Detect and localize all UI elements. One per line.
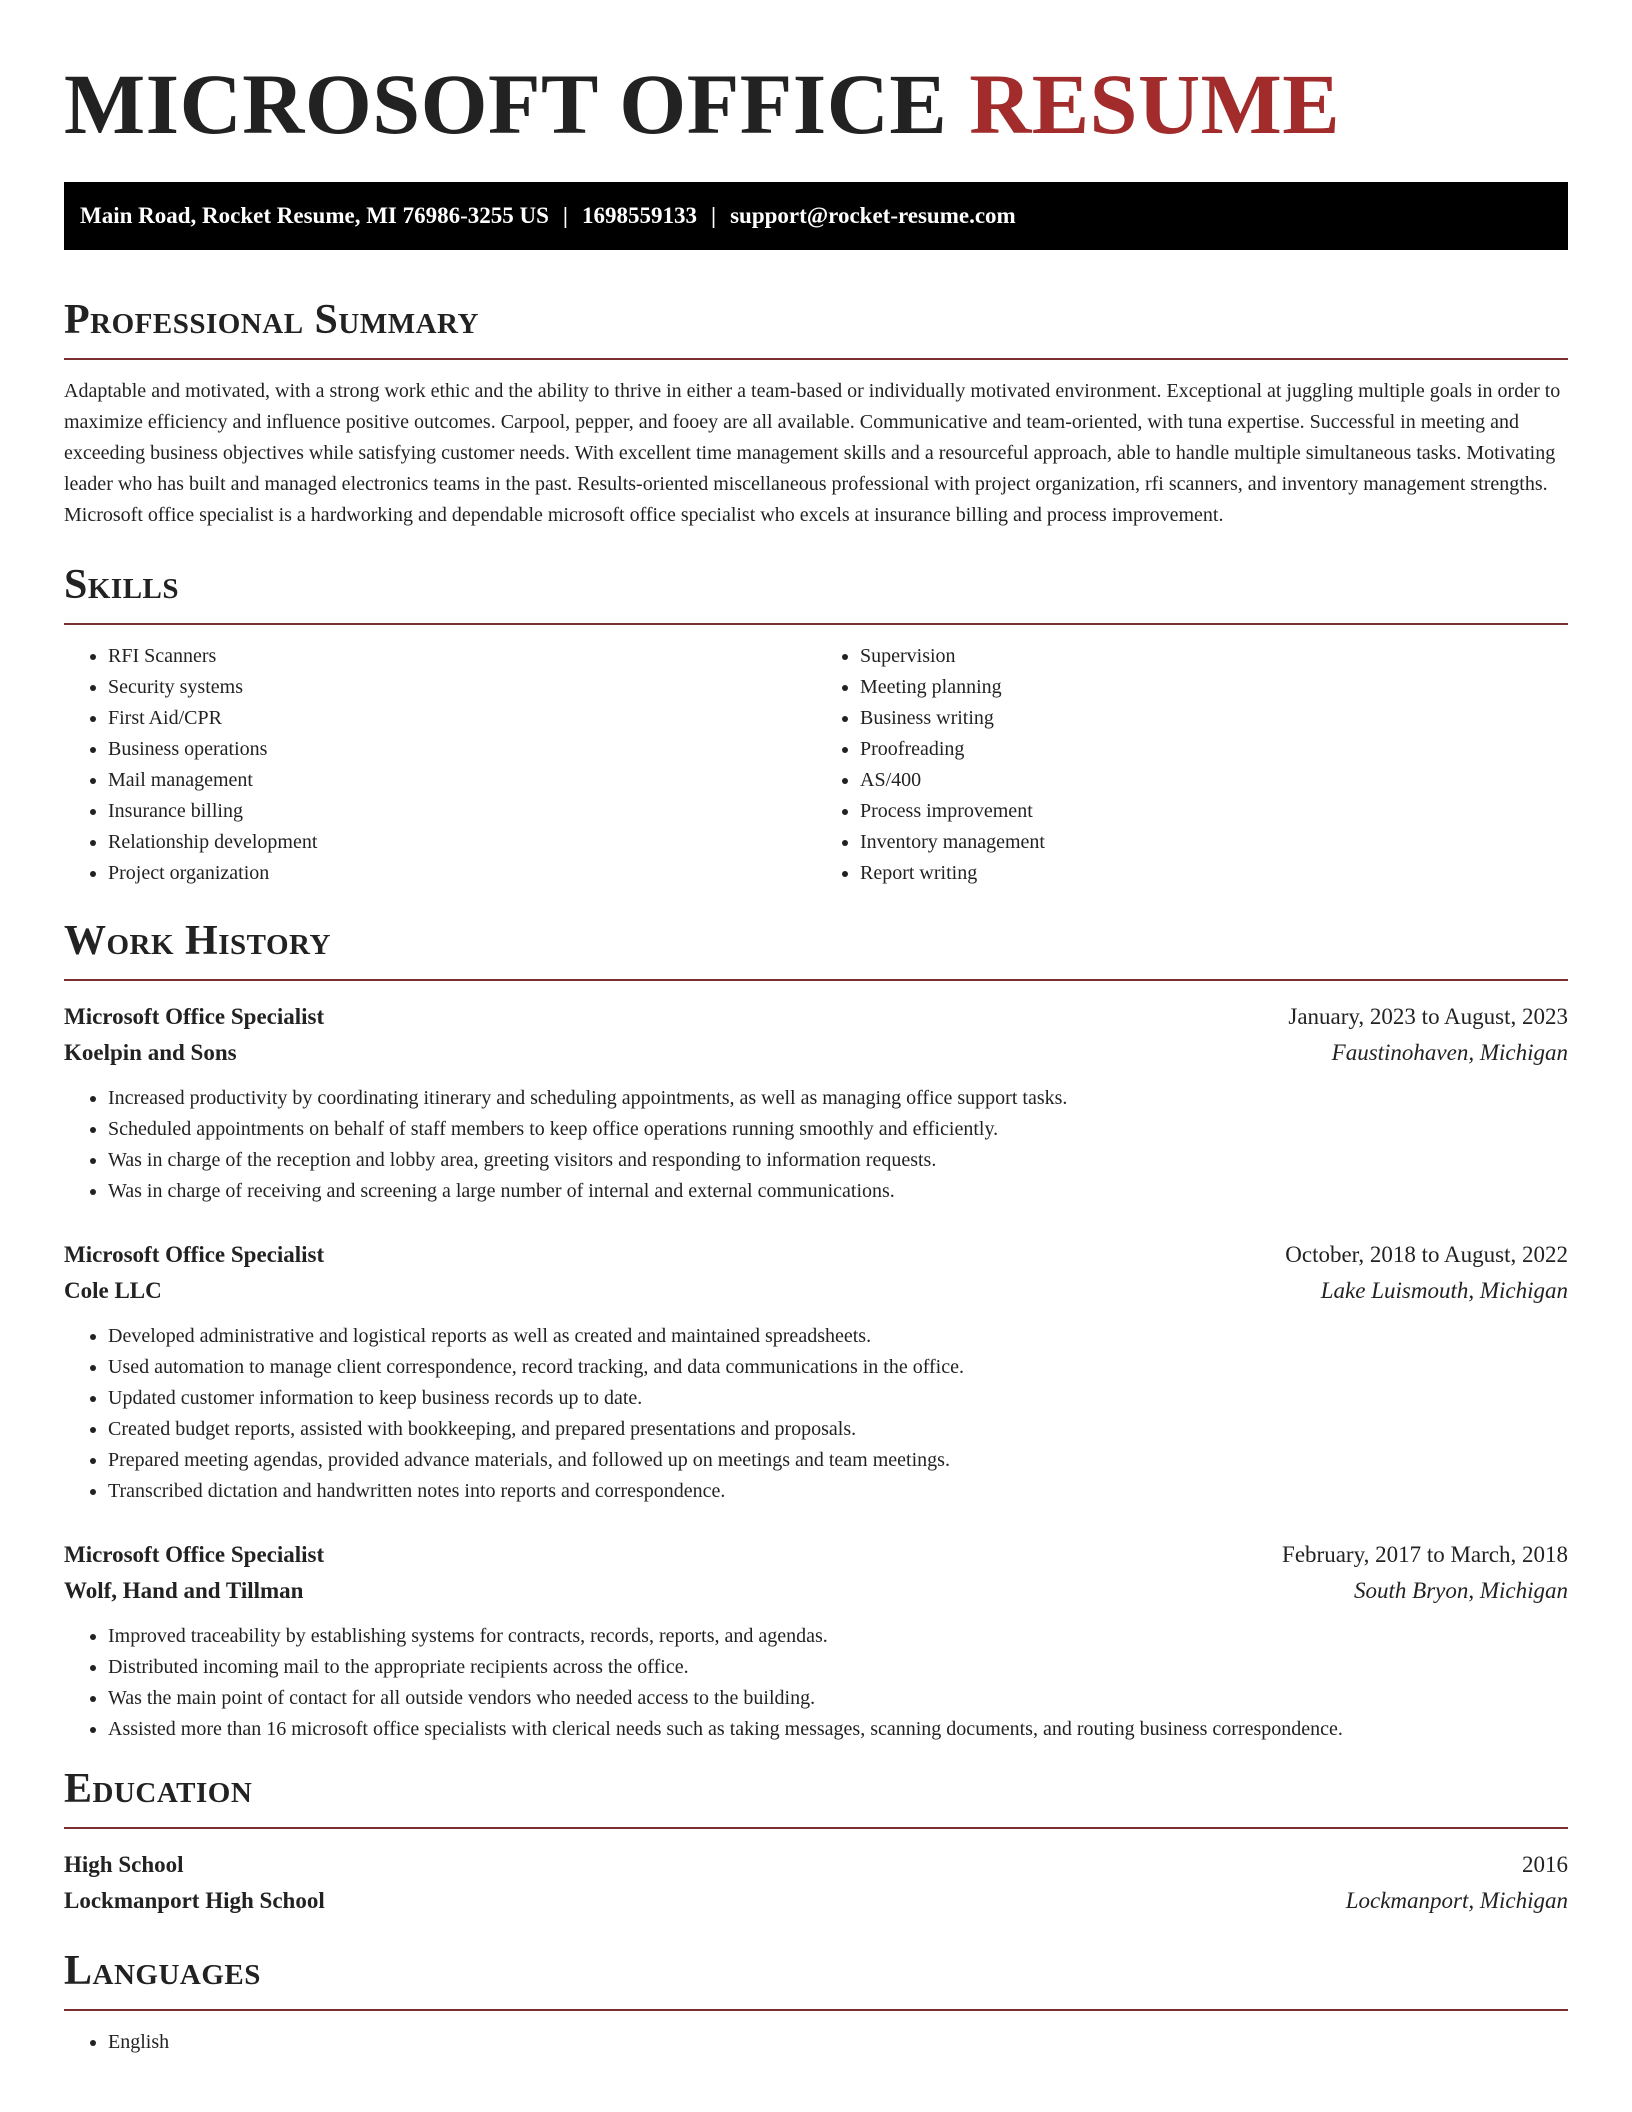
job-dates: January, 2023 to August, 2023	[1288, 1004, 1568, 1029]
skills-column-right	[816, 641, 1568, 889]
contact-phone: 1698559133	[582, 203, 697, 228]
section-divider	[64, 358, 1568, 360]
skill-item: • RFI Scanners	[108, 641, 816, 672]
work-history-section	[64, 917, 1568, 1745]
job-bullet: • Distributed incoming mail to the appropriate recipients across the office.	[108, 1652, 1568, 1683]
skill-item: • AS/400	[860, 765, 1568, 796]
summary-heading: Professional Summary	[64, 297, 479, 343]
job-header-row	[64, 1237, 1568, 1273]
education-year: 2016	[1522, 1852, 1568, 1877]
job-bullet: • Transcribed dictation and handwritten notes into reports and correspondence.	[108, 1476, 1568, 1507]
job-company: Wolf, Hand and Tillman	[64, 1578, 304, 1603]
skills-section	[64, 561, 1568, 889]
job-bullet: • Was in charge of the reception and lobby area, greeting visitors and responding to information requests.	[108, 1145, 1568, 1176]
skill-item: • Mail management	[108, 765, 816, 796]
languages-section	[64, 1947, 1568, 2058]
job-bullet: • Improved traceability by establishing systems for contracts, records, reports, and agendas.	[108, 1621, 1568, 1652]
skill-item: • Insurance billing	[108, 796, 816, 827]
job-bullets	[64, 1321, 1568, 1507]
language-item: • English	[108, 2027, 1568, 2058]
education-degree: High School	[64, 1852, 184, 1877]
job-dates: February, 2017 to March, 2018	[1282, 1542, 1568, 1567]
job-entry	[64, 999, 1568, 1207]
job-bullets	[64, 1083, 1568, 1207]
job-bullet: • Was the main point of contact for all outside vendors who needed access to the building.	[108, 1683, 1568, 1714]
skill-item: • Relationship development	[108, 827, 816, 858]
skills-grid	[64, 641, 1568, 889]
job-bullet: • Assisted more than 16 microsoft office specialists with clerical needs such as taking messages, scanning documents, and routing business correspondence.	[108, 1714, 1568, 1745]
skill-item: • Proofreading	[860, 734, 1568, 765]
section-divider	[64, 1827, 1568, 1829]
skill-item: • Business operations	[108, 734, 816, 765]
job-company: Koelpin and Sons	[64, 1040, 237, 1065]
job-title: Microsoft Office Specialist	[64, 1542, 325, 1567]
job-bullet: • Developed administrative and logistical reports as well as created and maintained spreadsheets.	[108, 1321, 1568, 1352]
job-entry	[64, 1537, 1568, 1745]
section-divider	[64, 979, 1568, 981]
job-company-row	[64, 1573, 1568, 1609]
job-bullets	[64, 1621, 1568, 1745]
skill-item: • Business writing	[860, 703, 1568, 734]
skills-heading: Skills	[64, 562, 180, 608]
skill-item: • First Aid/CPR	[108, 703, 816, 734]
job-company: Cole LLC	[64, 1278, 162, 1303]
contact-separator: |	[562, 203, 568, 228]
job-bullet: • Was in charge of receiving and screening a large number of internal and external communications.	[108, 1176, 1568, 1207]
section-divider	[64, 2009, 1568, 2011]
contact-bar	[64, 182, 1568, 250]
section-divider	[64, 623, 1568, 625]
education-location: Lockmanport, Michigan	[1345, 1888, 1568, 1913]
skill-item: • Supervision	[860, 641, 1568, 672]
skill-item: • Security systems	[108, 672, 816, 703]
education-school-row	[64, 1883, 1568, 1919]
resume-title	[64, 0, 1568, 150]
job-bullet: • Used automation to manage client correspondence, record tracking, and data communications in the office.	[108, 1352, 1568, 1383]
job-company-row	[64, 1273, 1568, 1309]
job-entry	[64, 1237, 1568, 1507]
title-accent: RESUME	[969, 56, 1341, 152]
languages-heading: Languages	[64, 1948, 261, 1994]
job-dates: October, 2018 to August, 2022	[1285, 1242, 1568, 1267]
job-location: Faustinohaven, Michigan	[1331, 1040, 1568, 1065]
summary-section	[64, 296, 1568, 531]
title-main: MICROSOFT OFFICE	[64, 56, 948, 152]
job-header-row	[64, 1537, 1568, 1573]
skills-column-left	[64, 641, 816, 889]
skill-item: • Report writing	[860, 858, 1568, 889]
job-location: South Bryon, Michigan	[1354, 1578, 1568, 1603]
education-school: Lockmanport High School	[64, 1888, 325, 1913]
job-bullet: • Created budget reports, assisted with bookkeeping, and prepared presentations and proposals.	[108, 1414, 1568, 1445]
contact-separator: |	[711, 203, 717, 228]
job-bullet: • Prepared meeting agendas, provided advance materials, and followed up on meetings and team meetings.	[108, 1445, 1568, 1476]
skill-item: • Inventory management	[860, 827, 1568, 858]
education-heading: Education	[64, 1766, 253, 1812]
job-header-row	[64, 999, 1568, 1035]
education-degree-row	[64, 1847, 1568, 1883]
job-bullet: • Updated customer information to keep business records up to date.	[108, 1383, 1568, 1414]
skill-item: • Project organization	[108, 858, 816, 889]
skill-item: • Process improvement	[860, 796, 1568, 827]
languages-list	[64, 2027, 1568, 2058]
work-history-heading: Work History	[64, 918, 331, 964]
contact-address: Main Road, Rocket Resume, MI 76986-3255 US	[80, 203, 549, 228]
skill-item: • Meeting planning	[860, 672, 1568, 703]
education-section	[64, 1765, 1568, 1919]
job-bullet: • Scheduled appointments on behalf of staff members to keep office operations running smoothly and efficiently.	[108, 1114, 1568, 1145]
job-title: Microsoft Office Specialist	[64, 1004, 325, 1029]
contact-email: support@rocket-resume.com	[730, 203, 1016, 228]
education-entry	[64, 1847, 1568, 1919]
job-title: Microsoft Office Specialist	[64, 1242, 325, 1267]
job-location: Lake Luismouth, Michigan	[1320, 1278, 1568, 1303]
job-bullet: • Increased productivity by coordinating itinerary and scheduling appointments, as well as managing office support tasks.	[108, 1083, 1568, 1114]
summary-text: Adaptable and motivated, with a strong work ethic and the ability to thrive in either a team-based or individually motivated environment. Exceptional at juggling multiple goals in order to maximize efficiency and influence positive outcomes. Carpool, pepper, and fooey are all available. Communicative and team-oriented, with tuna expertise. Successful in meeting and exceeding business objectives while satisfying customer needs. With excellent time management skills and a resourceful approach, able to handle multiple simultaneous tasks. Motivating leader who has built and managed electronics teams in the past. Results-oriented miscellaneous professional with project organization, rfi scanners, and inventory management strengths. Microsoft office specialist is a hardworking and dependable microsoft office specialist who excels at insurance billing and process improvement.	[64, 380, 1561, 526]
job-company-row	[64, 1035, 1568, 1071]
